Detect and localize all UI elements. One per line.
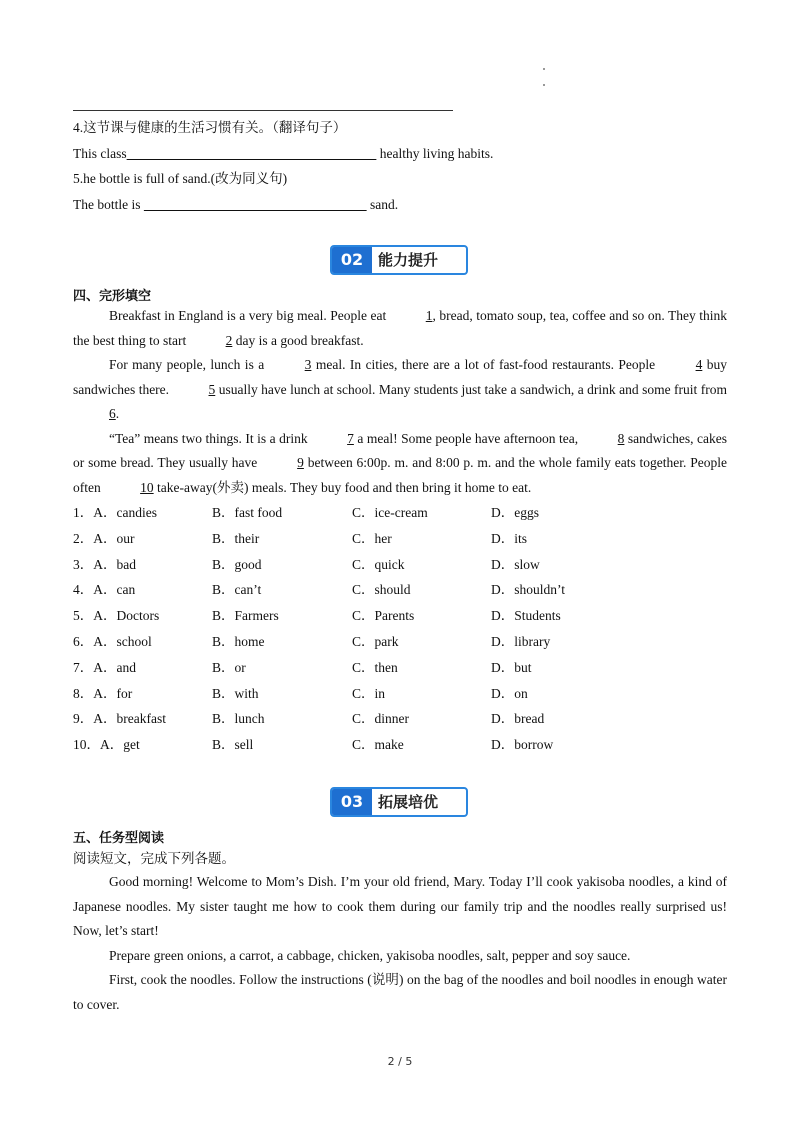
cloze-text: take-away(外卖) meals. They buy food and then bring it home to eat. [153,479,532,495]
option-choice[interactable]: C．her [352,530,392,546]
scan-dot [543,84,545,86]
option-row [73,605,733,631]
option-choice[interactable]: D．Students [491,608,561,624]
cloze-text: Breakfast in England is a very big meal. People eat [109,308,390,323]
option-row [73,579,733,605]
cloze-blank[interactable]: 8 [617,430,625,446]
cloze-text: day is a good breakfast. [232,332,364,348]
option-choice[interactable]: C．then [352,659,398,675]
section-5-heading: 五、任务型阅读 [73,831,165,846]
option-choice[interactable]: D．slow [491,556,540,572]
cloze-text: usually have lunch at school. Many students just take a sandwich, a drink and some fruit from [215,381,727,397]
cloze-paragraph [73,304,727,353]
option-choice[interactable]: D．borrow [491,737,554,753]
cloze-blank[interactable]: 6 [109,406,116,421]
option-choice[interactable]: 10．A．get [73,737,140,753]
cloze-text: , bread, tomato soup, tea, coffee and so on. They think the best thing to start [73,308,727,348]
reading-passage [73,870,727,1017]
option-choice[interactable]: D．but [491,659,532,675]
option-choice[interactable]: 9．A．breakfast [73,711,166,727]
question-4-suffix: healthy living habits. [376,146,494,161]
option-choice[interactable]: B．lunch [212,711,265,727]
cloze-text: For many people, lunch is a [109,357,269,372]
option-choice[interactable]: C．park [352,633,399,649]
cloze-blank[interactable]: 4 [695,357,703,372]
option-choice[interactable]: C．in [352,685,386,701]
option-choice[interactable]: C．should [352,582,411,598]
question-5-blank[interactable] [144,197,367,212]
question-5-sentence [73,196,398,214]
option-choice[interactable]: D．on [491,685,528,701]
option-row [73,657,733,683]
option-choice[interactable]: B．fast food [212,505,283,520]
reading-paragraph: Prepare green onions, a carrot, a cabbage, chicken, yakisoba noodles, salt, pepper and soy sauce. [109,947,631,963]
answer-line [73,110,453,111]
cloze-passage [73,304,727,500]
question-4-prefix: This class [73,146,127,161]
option-row [73,554,733,580]
question-5-suffix: sand. [366,197,399,212]
section-badge-03 [330,787,468,817]
cloze-blank[interactable]: 5 [208,381,216,397]
cloze-text: between 6:00p. m. and 8:00 p. m. and the whole family eats together. People often [73,455,727,495]
option-choice[interactable]: C．dinner [352,711,409,727]
option-choice[interactable]: D．eggs [491,505,539,520]
option-row [73,734,733,760]
cloze-blank[interactable]: 9 [297,455,304,470]
option-choice[interactable]: 7．A．and [73,659,136,675]
option-choice[interactable]: B．their [212,530,260,546]
section-badge-02 [330,245,468,275]
cloze-text: “Tea” means two things. It is a drink [109,430,312,446]
option-choice[interactable]: C．quick [352,556,405,572]
option-row [73,631,733,657]
badge-title: 能力提升 [378,251,439,269]
cloze-text: buy sandwiches there. [73,357,727,397]
option-choice[interactable]: B．Farmers [212,608,279,624]
option-row [73,502,733,528]
option-choice[interactable]: C．make [352,737,404,753]
options-list [73,502,733,760]
option-choice[interactable]: 3．A．bad [73,556,136,572]
option-choice[interactable]: D．bread [491,711,545,727]
badge-number: 02 [332,247,372,273]
question-4-sentence [73,145,493,163]
option-choice[interactable]: D．shouldn’t [491,582,566,598]
question-5-prefix: The bottle is [73,197,144,212]
option-choice[interactable]: D．library [491,633,551,649]
badge-number: 03 [332,789,372,815]
option-row [73,683,733,709]
cloze-blank[interactable]: 7 [347,430,354,446]
cloze-blank[interactable]: 2 [225,332,233,348]
option-choice[interactable]: B．good [212,556,262,572]
option-choice[interactable]: 2．A．our [73,530,135,546]
question-4-label: 4.这节课与健康的生活习惯有关。（翻译句子） [73,120,347,135]
page-number: 2 / 5 [387,1055,413,1068]
cloze-text: meal. In cities, there are a lot of fast-food restaurants. People [311,357,660,372]
cloze-text: sandwiches, cakes or some bread. They usually have [73,430,727,470]
option-choice[interactable]: 6．A．school [73,633,152,649]
option-choice[interactable]: C．Parents [352,608,415,624]
reading-paragraph: Good morning! Welcome to Mom’s Dish. I’m your old friend, Mary. Today I’ll cook yakisoba noodles, a kind of Japanese noodles. My sister taught me how to cook them during our family trip and the noodles really surprised us! Now, let’s start! [73,874,727,938]
question-5-label: 5.he bottle is full of sand.(改为同义句) [73,171,288,186]
cloze-paragraph [73,427,727,501]
cloze-text: . [115,406,120,421]
option-choice[interactable]: B．with [212,685,259,701]
section-5-instruction: 阅读短文，完成下列各题。 [73,851,235,866]
option-choice[interactable]: B．can’t [212,582,262,598]
section-4-heading: 四、完形填空 [73,289,152,304]
option-choice[interactable]: 5．A．Doctors [73,608,160,624]
option-choice[interactable]: C．ice-cream [352,505,428,520]
cloze-blank[interactable]: 1 [425,308,433,323]
scan-dot [543,68,545,70]
option-choice[interactable]: 8．A．for [73,685,133,701]
cloze-blank[interactable]: 10 [140,479,154,495]
option-choice[interactable]: 4．A．can [73,582,136,598]
option-choice[interactable]: B．home [212,633,265,649]
cloze-paragraph [73,353,727,427]
option-row [73,528,733,554]
option-choice[interactable]: D．its [491,530,528,546]
option-choice[interactable]: 1．A．candies [73,505,157,520]
option-row [73,708,733,734]
option-choice[interactable]: B．or [212,659,246,675]
badge-title: 拓展培优 [378,793,439,811]
question-4-blank[interactable] [127,146,377,161]
reading-paragraph: First, cook the noodles. Follow the instructions (说明) on the bag of the noodles and boil noodles in enough water to cover. [73,972,727,1012]
cloze-text: a meal! Some people have afternoon tea, [353,430,582,446]
cloze-blank[interactable]: 3 [304,357,312,372]
option-choice[interactable]: B．sell [212,737,254,753]
